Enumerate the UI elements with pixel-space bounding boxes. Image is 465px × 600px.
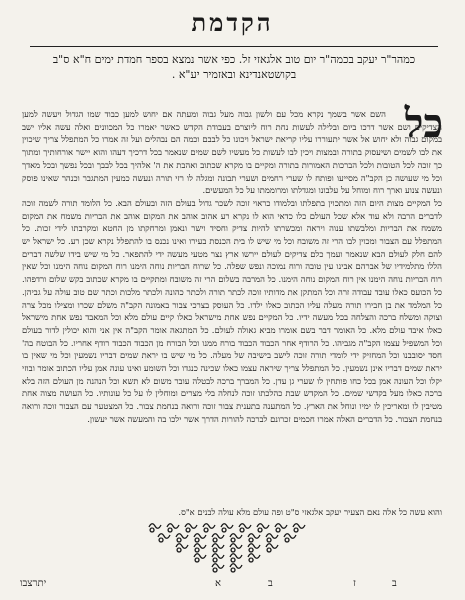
signature-mark-d: ב [392,578,397,589]
ornament-curl [203,524,215,532]
subtitle-line-1: כמהר"ר יעקב בכמה"ר יום טוב אלגאזי זל. כפי אשר נמצא בספר חמדת ימים ח"א ס"ב [52,53,416,66]
ornament-curl [194,544,206,552]
ornament-curl [248,544,260,552]
ornament-curl [194,554,206,562]
signature-mark-a: א [215,578,222,589]
ornament-curl [212,544,224,552]
page-title: הקדמת [191,8,274,37]
ornament-curl [266,544,278,552]
ornament-curl [212,534,224,542]
main-text [22,108,442,504]
ornament-curl [212,554,224,562]
opening-word: כל [404,100,443,147]
ornament-curl [230,564,242,572]
ornament-curl [221,524,233,532]
ornament-curl [275,524,287,532]
closing-line: והוא עשה כל אלה נאם הצעיר יעקב אלגאזי ס"ט ופה עולם מלא עולה לבנים א"ס. [178,507,442,517]
ornament-curl [284,534,296,542]
ornament-curl [266,534,278,542]
body-paragraph-1: השם אשר בשמך נקרא מכל עם ולשון גבוה מעל גבוה ומעתה אם יחוש למען כבוד שמו הגדול ויעשה למען הצדיקים ושם אשר דרכו ביום ובלילה לעשות נחת רוח ליוצרם בעבודת הקדש כאשר יאמרו כל המכוונים ואלה עשה אליו ישב במקום גבוה ולא יחוש אל אשר יתעוררו עליו קריאת ישראל ויכונו כל לבבם וכמה הם נבהלים ועל זה אמרו כל המתפלל צריך שיכוין את לבו לשמים ושיעסוק בתורה ובמצות ויכין לבו לעשות כל מעשיו לשם שמים שנאמר בכל דרכיך דעהו והוא יישר אורחותיך ומתוך כך זוכה לכל הטובות ולכל הברכות האמורות בתורה ומקיים בו מקרא שכתוב ואהבת את ה' אלהיך בכל לבבך ובכל נפשך ובכל מאדך וכל מי שעושה כן הקב"ה מסייעו ופותח לו שערי רחמים ושערי תבונה ומגלה לו רזי תורה ונעשה כמעין המתגבר וכנהר שאינו פוסק ונעשה צנוע וארך רוח ומוחל על עלבונו ומגדלתו ומרוממתו על כל המעשים. [22,109,442,196]
title-divider [30,46,438,47]
ornament-curl [212,564,224,572]
ornament-curl [176,534,188,542]
ornament-curl [149,524,161,532]
ornament-curl [248,534,260,542]
ornament-curl [248,554,260,562]
catchword: יתרצבו [20,578,47,589]
ornament-curl [158,534,170,542]
decorative-ornament [137,519,317,573]
subtitle [30,52,438,82]
ornament-curl [230,554,242,562]
ornament-curl [167,524,179,532]
subtitle-line-2: בקושטאנדינא ובאזמיר יע"א . [171,68,297,81]
page-footer [0,578,465,594]
ornament-curl [293,524,305,532]
ornament-curl [257,524,269,532]
ornament-curl [185,524,197,532]
ornament-curl [194,534,206,542]
ornament-curl [239,524,251,532]
signature-mark-b: ב [268,578,273,589]
ornament-curl [230,544,242,552]
body-paragraph-2: כל המקיים מצות היום הזה ומתכוין בתפלתו ובלמודו כראוי זוכה לשכר גדול בעולם הזה ובעולם הבא. כל הלומד תורה לשמה זוכה לדברים הרבה ולא עוד אלא שכל העולם כלו כדאי הוא לו נקרא רע אהוב אוהב את המקום אוהב את הבריות משמח את המקום משמח את הבריות ומלבשתו ענוה ויראה ומכשרתו להיות צדיק וחסיד וישר ונאמן ומרחקתו מן החטא ומקרבתו לידי זכות. כל המתפלל עם הצבור ומכוין לבו הרי זה משובח וכל מי שיש לו בית הכנסת בעירו ואינו נכנס בו להתפלל נקרא שכן רע. כל ישראל יש להם חלק לעולם הבא שנאמר ועמך כלם צדיקים לעולם יירשו ארץ נצר מטעי מעשה ידי להתפאר. כל מי שיש בידו שלשה דברים הללו מתלמידיו של אברהם אבינו עין טובה ורוח נמוכה ונפש שפלה. כל שרוח הבריות נוחה הימנו רוח המקום נוחה הימנו וכל שאין רוח הבריות נוחה הימנו אין רוח המקום נוחה הימנו. כל המרבה בשלום הרי זה משובח ומתקיים בו מקרא שכתוב בקש שלום ורדפהו. כל הכועס כאלו עובד עבודה זרה וכל המתקן את מדותיו זוכה לכתר תורה ולכתר כהונה ולכתר מלכות וכתר שם טוב עולה על גביהן. כל המלמד את בן חבירו תורה מעלה עליו הכתוב כאלו ילדו. כל העוסק בצרכי צבור באמונה הקב"ה משלם שכרו ומצילו מכל צרה וצוקה ומשלח ברכה והצלחה בכל מעשה ידיו. כל המקיים נפש אחת מישראל כאלו קיים עולם מלא וכל המאבד נפש אחת מישראל כאלו איבד עולם מלא. כל האומר דבר בשם אומרו מביא גאולה לעולם. כל המתגאה אומר הקב"ה אין אני והוא יכולין לדור בעולם וכל המשפיל עצמו הקב"ה מגביהו. כל הרודף אחר הכבוד הכבוד בורח ממנו וכל הבורח מן הכבוד הכבוד רודף אחריו. כל הבוטח בה' חסד יסובבנו וכל המחזיק ידי לומדי תורה זוכה לישב בישיבה של מעלה. כל מי שיש בו יראת שמים דבריו נשמעין וכל מי שאין בו יראת שמים דבריו אינן נשמעין. כל המתפלל צריך שיראה עצמו כאלו שכינה כנגדו וכל השומע ואינו עונה אמן עליו הכתוב אומר ובוזי יקלו וכל העונה אמן בכל כחו פותחין לו שערי גן עדן. כל המברך ברכה לבטלה עובר משום לא תשא וכל הנהנה מן העולם הזה בלא ברכה כאלו מעל בקדשי שמים. כל המקדש שבת כהלכתו זוכה לנחלה בלי מצרים ומוחלין לו על כל עונותיו. כל העושה מצוה אחת מטיבין לו ומאריכין לו ימיו ונוחל את הארץ. כל המתענה בתענית צבור זוכה ורואה בנחמת צבור. כל המצטער עם הצבור זוכה ורואה בנחמת הצבור. כל הדברים האלה אמרו חכמים זכרונם לברכה להורות הדרך אשר ילכו בה והמעשה אשר יעשון. [22,197,442,424]
signature-mark-c: ז [353,578,356,589]
ornament-curl [176,544,188,552]
ornament-curl [230,534,242,542]
